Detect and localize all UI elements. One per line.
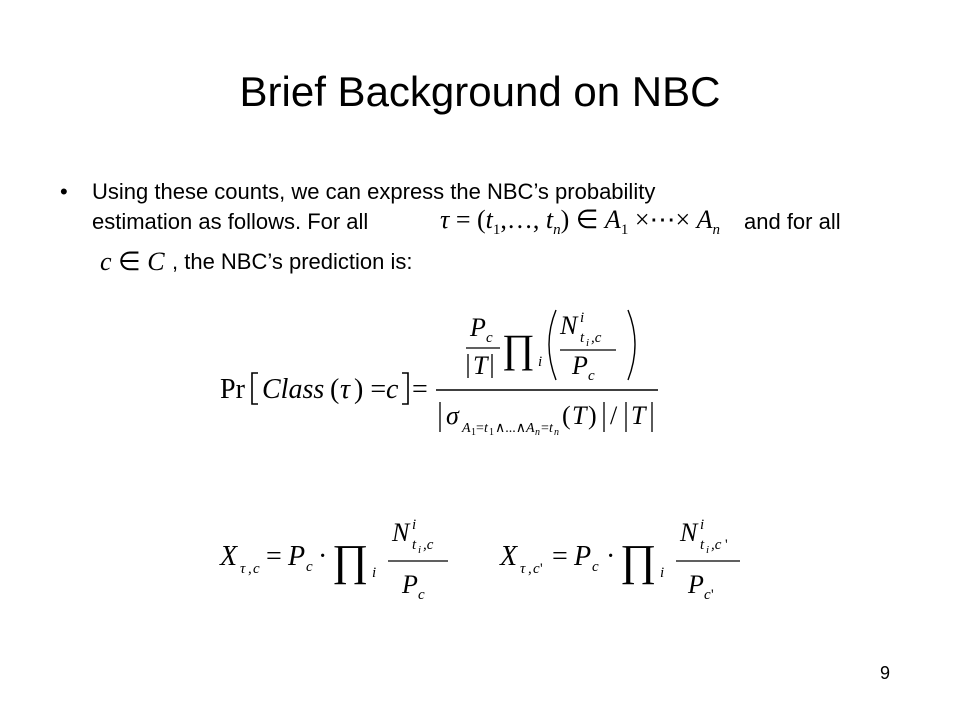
svg-text:i: i [586, 337, 590, 349]
svg-text:,c: ,c [591, 330, 602, 346]
svg-text:,c: ,c [711, 537, 722, 553]
bullet-line-1: Using these counts, we can express the NBC’s probability [92, 179, 656, 204]
svg-text:/: / [610, 401, 618, 430]
svg-text:=: = [412, 374, 428, 405]
svg-text:σ: σ [446, 401, 459, 430]
svg-text:': ' [540, 561, 543, 577]
svg-text:T: T [473, 351, 488, 380]
svg-text:∏: ∏ [502, 326, 535, 371]
svg-text:P: P [572, 351, 588, 380]
svg-text:∏: ∏ [620, 536, 657, 585]
svg-text:P: P [402, 570, 418, 599]
svg-text:i: i [538, 354, 543, 370]
svg-text:i: i [372, 565, 377, 581]
svg-text:=: = [541, 421, 549, 436]
svg-text:A: A [526, 421, 535, 436]
svg-text:∏: ∏ [332, 536, 369, 585]
svg-text:τ: τ [340, 374, 351, 405]
svg-text:P: P [688, 570, 704, 599]
svg-text:X: X [500, 541, 518, 572]
bullet-line-2-suffix: and for all [744, 209, 841, 234]
svg-text:τ: τ [240, 561, 246, 577]
svg-text:i: i [418, 544, 422, 556]
svg-text:c: c [704, 587, 711, 603]
svg-text:=: = [476, 421, 484, 436]
svg-text:t: t [412, 537, 417, 553]
x-tau-c-equation [210, 505, 470, 605]
svg-text:c: c [253, 561, 260, 577]
svg-text:P: P [288, 541, 306, 572]
svg-text:n: n [535, 427, 540, 438]
svg-text:,: , [248, 561, 252, 577]
svg-text:': ' [711, 587, 714, 603]
page-number: 9 [880, 663, 891, 683]
svg-text:·: · [318, 541, 328, 572]
svg-text:n: n [554, 427, 559, 438]
svg-text:·: · [606, 541, 616, 572]
svg-text:i: i [580, 310, 585, 326]
svg-text:i: i [706, 544, 710, 556]
svg-text:c: c [306, 559, 313, 575]
bullet-marker: • [60, 179, 68, 204]
svg-text:T: T [572, 401, 587, 430]
svg-text:c: c [592, 559, 599, 575]
class-membership-formula: c ∈ C [100, 247, 165, 276]
svg-text:,c: ,c [423, 537, 434, 553]
svg-text:): ) [588, 401, 597, 430]
svg-text:Pr: Pr [220, 374, 245, 405]
svg-text:i: i [700, 517, 705, 533]
svg-text:A: A [462, 421, 471, 436]
svg-text:c: c [486, 330, 493, 346]
bullet-line-2-prefix: estimation as follows. For all [92, 209, 369, 234]
svg-text:t: t [700, 537, 705, 553]
svg-text:1: 1 [471, 427, 476, 438]
svg-text:t: t [549, 421, 553, 436]
svg-text:t: t [580, 330, 585, 346]
svg-text:N: N [392, 518, 410, 547]
svg-text:c: c [533, 561, 540, 577]
svg-text:c: c [386, 374, 399, 405]
svg-text:1: 1 [489, 427, 494, 438]
svg-text:P: P [470, 313, 486, 342]
x-tau-c-prime-equation [490, 505, 760, 605]
svg-text:T: T [631, 401, 646, 430]
svg-text:': ' [725, 537, 728, 553]
svg-text:(: ( [562, 401, 571, 430]
svg-text:P: P [574, 541, 592, 572]
nbc-probability-equation [200, 300, 680, 470]
bullet-line-3-suffix: , the NBC’s prediction is: [172, 249, 413, 274]
slide-title: Brief Background on NBC [239, 68, 721, 115]
svg-text:τ: τ [520, 561, 526, 577]
svg-text:=: = [552, 541, 568, 572]
svg-text:) =: ) = [354, 374, 387, 405]
svg-text:c: c [418, 587, 425, 603]
svg-text:t: t [484, 421, 488, 436]
svg-text:i: i [660, 565, 665, 581]
tau-tuple-formula: $\tau = (t_1,\dots$, $t_n$) ∈ $A_1$ ×⋯× $A_n$ [440, 205, 721, 239]
svg-text:N: N [680, 518, 698, 547]
svg-text:(: ( [330, 374, 340, 405]
svg-text:N: N [560, 311, 578, 340]
svg-text:i: i [412, 517, 417, 533]
svg-text:c: c [588, 368, 595, 384]
svg-text:Class: Class [262, 374, 325, 405]
svg-text:,: , [528, 561, 532, 577]
svg-text:X: X [220, 541, 238, 572]
svg-text:∧...∧: ∧...∧ [495, 421, 526, 436]
svg-text:=: = [266, 541, 282, 572]
